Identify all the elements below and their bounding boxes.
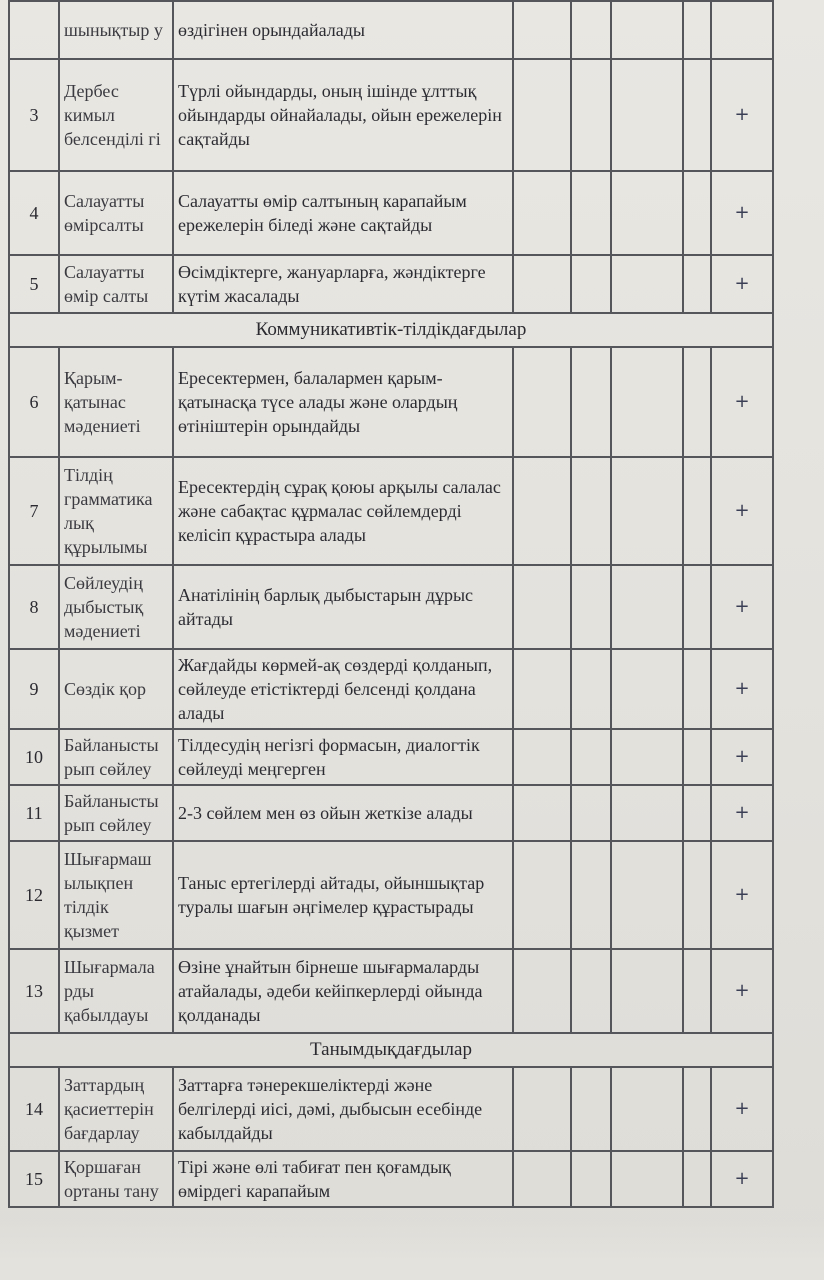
table-row — [9, 171, 773, 255]
mark-cell: + — [711, 841, 773, 949]
skill-description: Заттарға тәнерекшеліктерді және белгілерді иісі, дәмі, дыбысын есебінде кабылдайды — [173, 1067, 513, 1151]
empty-cell — [683, 457, 711, 565]
table-row — [9, 59, 773, 171]
table-row — [9, 347, 773, 457]
skill-description: Өсімдіктерге, жануарларға, жәндіктерге күтім жасалады — [173, 255, 513, 313]
empty-cell — [611, 1, 683, 59]
empty-cell — [571, 347, 611, 457]
assessment-table — [8, 0, 774, 1208]
mark-cell: + — [711, 729, 773, 785]
skill-name: Заттардың қасиеттерін бағдарлау — [59, 1067, 173, 1151]
mark-cell: + — [711, 785, 773, 841]
empty-cell — [611, 171, 683, 255]
section-header-row — [9, 313, 773, 347]
section-title: Танымдықдағдылар — [9, 1033, 773, 1067]
empty-cell — [683, 347, 711, 457]
table-row — [9, 841, 773, 949]
page-bottom-shadow — [0, 1220, 824, 1280]
skill-name: шынықтыр у — [59, 1, 173, 59]
empty-cell — [611, 729, 683, 785]
row-number: 7 — [9, 457, 59, 565]
skill-name: Шығармаш ылықпен тілдік қызмет — [59, 841, 173, 949]
mark-cell: + — [711, 649, 773, 729]
row-number: 4 — [9, 171, 59, 255]
skill-name: Дербес кимыл белсенділі гі — [59, 59, 173, 171]
empty-cell — [683, 565, 711, 649]
skill-name: Қарым-қатынас мәдениеті — [59, 347, 173, 457]
empty-cell — [683, 649, 711, 729]
table-row — [9, 949, 773, 1033]
empty-cell — [513, 457, 571, 565]
row-number: 3 — [9, 59, 59, 171]
empty-cell — [611, 649, 683, 729]
empty-cell — [571, 255, 611, 313]
empty-cell — [611, 59, 683, 171]
empty-cell — [683, 1067, 711, 1151]
mark-cell: + — [711, 171, 773, 255]
empty-cell — [571, 1067, 611, 1151]
empty-cell — [571, 785, 611, 841]
empty-cell — [571, 565, 611, 649]
skill-name: Байланысты рып сөйлеу — [59, 785, 173, 841]
mark-cell: + — [711, 457, 773, 565]
table-row — [9, 565, 773, 649]
skill-description: Тірі және өлі табиғат пен қоғамдық өмірдегі карапайым — [173, 1151, 513, 1207]
empty-cell — [611, 841, 683, 949]
table-row — [9, 1, 773, 59]
row-number: 14 — [9, 1067, 59, 1151]
mark-cell: + — [711, 347, 773, 457]
skill-description: Анатілінің барлық дыбыстарын дұрыс айтады — [173, 565, 513, 649]
skill-description: Салауатты өмір салтының карапайым ережелерін біледі және сақтайды — [173, 171, 513, 255]
empty-cell — [513, 347, 571, 457]
empty-cell — [611, 1151, 683, 1207]
table-row — [9, 649, 773, 729]
skill-name: Тілдің грамматика лық құрылымы — [59, 457, 173, 565]
skill-description: 2-3 сөйлем мен өз ойын жеткізе алады — [173, 785, 513, 841]
empty-cell — [513, 59, 571, 171]
skill-name: Сөздік қор — [59, 649, 173, 729]
mark-cell — [711, 1, 773, 59]
skill-description: Ересектермен, балалармен қарым-қатынасқа түсе алады және олардың өтініштерін орындайды — [173, 347, 513, 457]
empty-cell — [611, 565, 683, 649]
empty-cell — [513, 1151, 571, 1207]
row-number: 9 — [9, 649, 59, 729]
empty-cell — [571, 729, 611, 785]
skill-description: Ересектердің сұрақ қоюы арқылы салалас және сабақтас құрмалас сөйлемдерді келісіп құрастыра алады — [173, 457, 513, 565]
row-number — [9, 1, 59, 59]
empty-cell — [513, 1067, 571, 1151]
table-row — [9, 1151, 773, 1207]
table-row — [9, 1067, 773, 1151]
skill-name: Байланысты рып сөйлеу — [59, 729, 173, 785]
empty-cell — [513, 1, 571, 59]
empty-cell — [683, 171, 711, 255]
skill-name: Шығармала рды қабылдауы — [59, 949, 173, 1033]
empty-cell — [571, 841, 611, 949]
empty-cell — [571, 59, 611, 171]
row-number: 11 — [9, 785, 59, 841]
empty-cell — [571, 649, 611, 729]
row-number: 13 — [9, 949, 59, 1033]
table-row — [9, 729, 773, 785]
table-body — [9, 1, 773, 1207]
mark-cell: + — [711, 255, 773, 313]
skill-description: Түрлі ойындарды, оның ішінде ұлттық ойындарды ойнайалады, ойын ережелерін сақтайды — [173, 59, 513, 171]
mark-cell: + — [711, 1151, 773, 1207]
row-number: 10 — [9, 729, 59, 785]
empty-cell — [571, 1151, 611, 1207]
empty-cell — [611, 785, 683, 841]
empty-cell — [611, 457, 683, 565]
empty-cell — [513, 949, 571, 1033]
empty-cell — [571, 949, 611, 1033]
skill-description: Таныс ертегілерді айтады, ойыншықтар туралы шағын әңгімелер құрастырады — [173, 841, 513, 949]
empty-cell — [513, 729, 571, 785]
row-number: 15 — [9, 1151, 59, 1207]
section-header-row — [9, 1033, 773, 1067]
empty-cell — [683, 59, 711, 171]
empty-cell — [611, 949, 683, 1033]
table-row — [9, 255, 773, 313]
skill-description: Жағдайды көрмей-ақ сөздерді қолданып, сөйлеуде етістіктерді белсенді қолдана алады — [173, 649, 513, 729]
row-number: 8 — [9, 565, 59, 649]
empty-cell — [611, 347, 683, 457]
mark-cell: + — [711, 1067, 773, 1151]
mark-cell: + — [711, 565, 773, 649]
skill-description: Тілдесудің негізгі формасын, диалогтік сөйлеуді меңгерген — [173, 729, 513, 785]
mark-cell: + — [711, 949, 773, 1033]
mark-cell: + — [711, 59, 773, 171]
empty-cell — [683, 1, 711, 59]
empty-cell — [683, 949, 711, 1033]
empty-cell — [571, 1, 611, 59]
empty-cell — [513, 785, 571, 841]
empty-cell — [611, 255, 683, 313]
skill-name: Салауатты өмір салты — [59, 255, 173, 313]
empty-cell — [611, 1067, 683, 1151]
empty-cell — [683, 1151, 711, 1207]
row-number: 5 — [9, 255, 59, 313]
empty-cell — [513, 565, 571, 649]
skill-description: Өзіне ұнайтын бірнеше шығармаларды атайалады, әдеби кейіпкерлерді ойында қолданады — [173, 949, 513, 1033]
empty-cell — [513, 649, 571, 729]
row-number: 12 — [9, 841, 59, 949]
section-title: Коммуникативтік-тілдікдағдылар — [9, 313, 773, 347]
empty-cell — [683, 841, 711, 949]
table-row — [9, 785, 773, 841]
empty-cell — [571, 171, 611, 255]
empty-cell — [683, 785, 711, 841]
empty-cell — [683, 255, 711, 313]
empty-cell — [513, 171, 571, 255]
empty-cell — [683, 729, 711, 785]
empty-cell — [571, 457, 611, 565]
table-row — [9, 457, 773, 565]
row-number: 6 — [9, 347, 59, 457]
skill-name: Сөйлеудің дыбыстық мәдениеті — [59, 565, 173, 649]
skill-description: өздігінен орындайалады — [173, 1, 513, 59]
empty-cell — [513, 255, 571, 313]
skill-name: Салауатты өмірсалты — [59, 171, 173, 255]
empty-cell — [513, 841, 571, 949]
skill-name: Қоршаған ортаны тану — [59, 1151, 173, 1207]
